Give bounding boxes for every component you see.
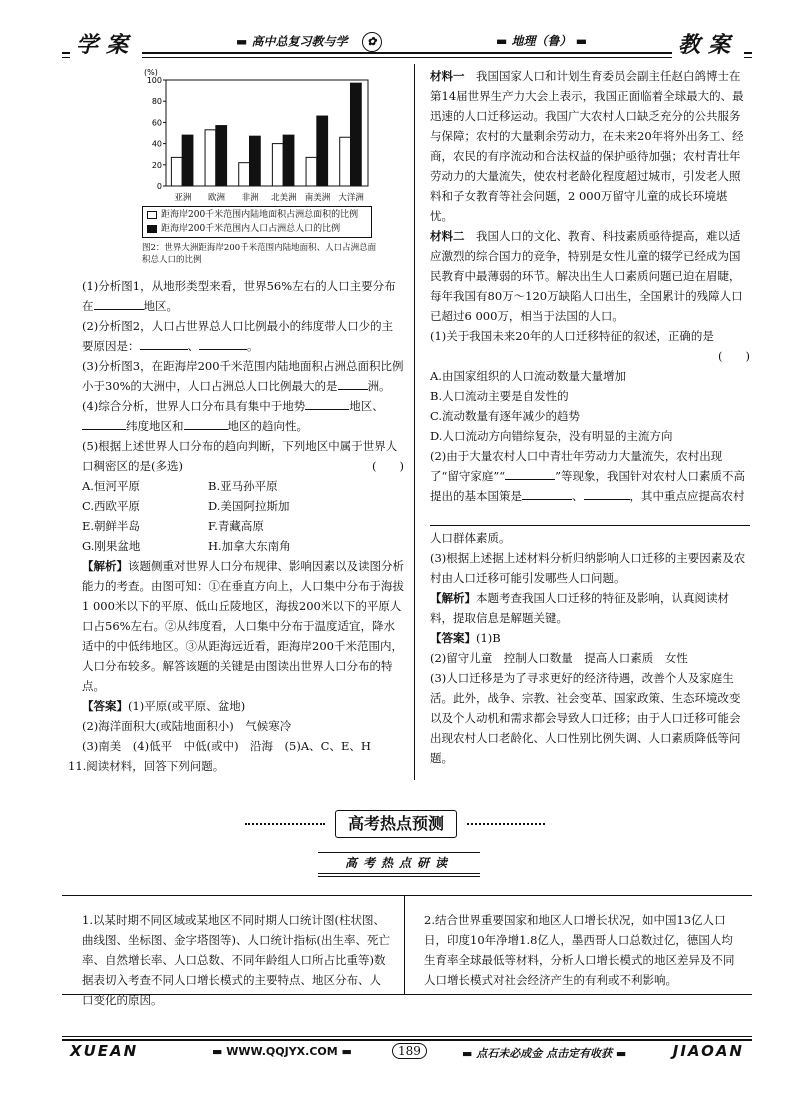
material-2-tag: 材料二 — [430, 229, 465, 243]
q4-text-d: 地区的趋向性。 — [227, 419, 308, 433]
r-answer-tag: 【答案】 — [430, 631, 476, 645]
hot-section-banner — [245, 810, 545, 838]
column-divider — [414, 64, 415, 780]
hot-section-title: 高考热点预测 — [335, 810, 457, 838]
answer-left-3: (3)南美 (4)低平 中低(或中) 沿海 (5)A、C、E、H — [82, 739, 371, 753]
bar-population-share — [317, 116, 328, 186]
q2-blank-2[interactable] — [199, 336, 247, 350]
question-3 — [82, 356, 404, 396]
q4-blank-1[interactable] — [305, 396, 349, 410]
bar-chart — [142, 66, 372, 206]
material-1-tag: 材料一 — [430, 69, 465, 83]
answer-left-2: (2)海洋面积大(或陆地面积小) 气候寒冷 — [82, 719, 292, 733]
figure-2 — [142, 66, 377, 266]
left-questions — [68, 276, 404, 776]
y-tick-label: 40 — [151, 139, 162, 149]
y-tick-label: 0 — [156, 182, 162, 191]
bar-population-share — [350, 83, 361, 186]
r-question-3: (3)根据上述据上述材料分析归纳影响人口迁移的主要因素及农村由人口迁移可能引发哪些人口问题。 — [430, 551, 746, 585]
footer-right-brand: JIAOAN — [672, 1042, 744, 1060]
option-f: F.青藏高原 — [208, 519, 264, 533]
header-left-title: 学案 — [70, 28, 142, 59]
analysis-tag: 【解析】 — [82, 559, 128, 573]
material-1 — [430, 66, 750, 226]
q4-text-a: (4)综合分析，世界人口分布具有集中于地势 — [82, 399, 306, 413]
question-4 — [82, 396, 404, 436]
r-q2-text-c: 、 — [572, 489, 584, 503]
question-11: 11.阅读材料，回答下列问题。 — [68, 759, 225, 773]
x-category-label: 北美洲 — [271, 193, 297, 203]
header-subject-text: 地理（鲁） — [511, 34, 572, 48]
q4-blank-2[interactable] — [82, 416, 126, 430]
q3-end: 洲。 — [367, 379, 391, 393]
q1-end: 地区。 — [143, 299, 178, 313]
material-2-text: 我国人口的文化、教育、科技素质亟待提高，难以适应激烈的综合国力的竞争，特别是女性儿童的辍学已经成为国民教育中最薄弱的环节。解决出生人口素质问题已迫在眉睫，每年我国有80万～120万缺陷人口出生，全国累计的残障人口已超过6 000万，相当于法国的人口。 — [430, 229, 743, 323]
r-answer-1: (1)B — [476, 631, 501, 645]
x-category-label: 大洋洲 — [338, 193, 364, 203]
hot-points-box — [62, 895, 752, 1007]
bar-land-share — [171, 157, 182, 186]
hot-item-1: 1.以某时期不同区域或某地区不同时期人口统计图(柱状图、曲线图、坐标图、金字塔图等)、人口统计指标(出生率、死亡率、自然增长率、人口总数、不同年龄组人口所占比重等)数据表切入考查不同人口增长模式的主要特点、地区分布、人口变化的原因。 — [82, 913, 390, 1007]
r-option-b: B.人口流动主要是自发性的 — [430, 389, 569, 403]
hot-subtitle-wrap — [318, 852, 480, 878]
answer-left-1 — [82, 696, 404, 716]
footer-slogan-text: 点石未必成金 点击定有收获 — [476, 1047, 613, 1060]
legend-item-population — [147, 222, 367, 236]
y-tick-label: 80 — [151, 97, 162, 107]
y-axis-unit: (%) — [144, 68, 158, 77]
y-tick-label: 100 — [146, 76, 162, 85]
bar-land-share — [239, 163, 250, 186]
hot-item-2: 2.结合世界重要国家和地区人口增长状况，如中国13亿人口日，印度10年净增1.8亿人，墨西哥人口总数过亿，德国人均生育率全球最低等材料，分析人口增长模式的地区差异及不同人口增长模式对社会经济产生的有利或不利影响。 — [424, 913, 735, 987]
r-question-2 — [430, 446, 750, 506]
r-analysis — [430, 588, 750, 628]
bar-land-share — [306, 157, 317, 186]
q5-answer-paren[interactable]: ( ) — [372, 459, 404, 473]
legend-label-land: 距海岸200千米范围内陆地面积占洲总面积的比例 — [161, 210, 359, 220]
page-footer — [62, 1036, 752, 1064]
r-answer-tag-line — [430, 628, 750, 648]
r-q2-text-a: (2)由于大量农村人口中青壮年劳动力大量流失，农村出现了“留守家庭”“ — [430, 449, 723, 483]
footer-slogan: ▬ 点石未必成金 点击定有收获 ▬ — [462, 1047, 627, 1060]
plot-frame — [166, 80, 368, 186]
footer-url-text: WWW.QQJYX.COM — [226, 1045, 338, 1058]
right-column — [430, 66, 750, 768]
page-number: 189 — [392, 1043, 427, 1059]
legend-swatch-black — [147, 225, 157, 233]
question-5 — [82, 436, 404, 476]
option-d: D.美国阿拉斯加 — [208, 499, 290, 513]
r-q2-text-b: ”等现象，我国针对农村人口素质不高提出的基本国策是 — [430, 469, 746, 503]
q3-blank[interactable] — [338, 376, 368, 390]
r-q1-paren-line — [430, 346, 750, 366]
material-2 — [430, 226, 750, 326]
r-option-a: A.由国家组织的人口流动数量大量增加 — [430, 369, 626, 383]
footer-left-brand: XUEAN — [70, 1042, 139, 1060]
bar-population-share — [216, 126, 227, 186]
r-q1-answer-paren[interactable]: ( ) — [718, 349, 750, 363]
q1-text: (1)分析图1，从地形类型来看，世界56%左右的人口主要分布在 — [82, 279, 396, 313]
x-category-label: 欧洲 — [207, 193, 226, 203]
r-answer-2: (2)留守儿童 控制人口数量 提高人口素质 女性 — [430, 651, 688, 665]
q2-text: (2)分析图2，人口占世界总人口比例最小的纬度带人口少的主要原因是： — [82, 319, 394, 353]
bar-population-share — [283, 135, 294, 186]
q4-text-c: 纬度地区和 — [126, 419, 184, 433]
q3-text: (3)分析图3，在距海岸200千米范围内陆地面积占洲总面积比例小于30%的大洲中，人口占洲总人口比例最大的是 — [82, 359, 404, 393]
option-c: C.西欧平原 — [82, 499, 141, 513]
legend-label-population: 距海岸200千米范围内人口占洲总人口的比例 — [161, 224, 341, 234]
header-rule — [62, 52, 752, 54]
r-option-c: C.流动数量有逐年减少的趋势 — [430, 409, 581, 423]
option-a: A.恒河平原 — [82, 479, 140, 493]
header-subject: ▬ 地理（鲁） ▬ — [492, 32, 591, 49]
q2-sep: 、 — [187, 339, 199, 353]
bar-land-share — [205, 130, 216, 186]
q5-text: (5)根据上述世界人口分布的趋向判断，下列地区中属于世界人口稠密区的是(多选) — [82, 439, 398, 473]
y-tick-label: 20 — [151, 160, 162, 170]
question-1 — [82, 276, 404, 316]
material-1-text: 我国国家人口和计划生育委员会副主任赵白鸽博士在第14届世界生产力大会上表示，我国正面临着全球最大的、最迅速的人口迁移运动。我国广大农村人口缺乏充分的公共服务与保障；农村的大量剩余劳动力，在未来20年将外出务工、经商，农民的有序流动和合法权益的保护亟待加强；农村青壮年劳动力的大量流失，使农村老龄化程度超过城市，引发老人照料和子女教育等社会问题，2 000万留守儿童的成长环境堪忧。 — [430, 69, 744, 223]
r-q2-answer-line[interactable] — [430, 506, 750, 526]
page-header — [62, 28, 752, 64]
r-q2-blank-1[interactable] — [505, 466, 555, 480]
figure-caption: 图2：世界大洲距海岸200千米范围内陆地面积、人口占洲总面积总人口的比例 — [142, 243, 377, 265]
header-series: ▬ 高中总复习教与学 ✿ — [232, 32, 396, 52]
analysis-left — [82, 556, 404, 696]
x-category-label: 非洲 — [241, 193, 259, 203]
r-q2-blank-2[interactable] — [522, 486, 572, 500]
footer-rule-thick — [62, 1039, 752, 1041]
option-b: B.亚马孙平原 — [208, 479, 278, 493]
left-column — [68, 66, 404, 776]
q1-blank[interactable] — [94, 296, 144, 310]
chart-legend — [142, 206, 372, 238]
y-tick-label: 60 — [151, 118, 162, 128]
q4-blank-3[interactable] — [184, 416, 228, 430]
header-right-title: 教案 — [672, 28, 744, 59]
analysis-text: 该题侧重对世界人口分布规律、影响因素以及读图分析能力的考查。由图可知：①在垂直方向上，人口集中分布于海拔1 000米以下的平原、低山丘陵地区，海拔200米以下的平原人口占56%左右。②从纬度看，人口集中分布于温度适宜，降水适中的中低纬地区。③从距海远近看，距海岸200千米范围内，人口分布较多。解答该题的关键是由图读出世界人口分布的特点。 — [82, 559, 404, 693]
r-q2-text-d: ，其中重点应提高农村 — [629, 489, 745, 503]
r-q2-tail: 人口群体素质。 — [430, 531, 511, 545]
option-g: G.刚果盆地 — [82, 539, 141, 553]
hot-subtitle-underline — [318, 876, 480, 877]
dots-left — [245, 823, 325, 825]
q5-options — [82, 476, 404, 556]
r-q2-blank-3[interactable] — [584, 486, 630, 500]
q2-blank-1[interactable] — [140, 336, 188, 350]
x-category-label: 南美洲 — [304, 193, 331, 203]
dots-right — [467, 823, 545, 825]
emblem-icon: ✿ — [362, 32, 382, 52]
legend-swatch-white — [147, 211, 157, 219]
bar-population-share — [182, 135, 193, 186]
header-series-text: 高中总复习教与学 — [251, 34, 348, 49]
footer-rule — [62, 1036, 752, 1037]
r-option-d: D.人口流动方向错综复杂，没有明显的主流方向 — [430, 429, 673, 443]
r-q1-text: (1)关于我国未来20年的人口迁移特征的叙述，正确的是 — [430, 329, 714, 343]
header-rule-thin — [62, 57, 752, 58]
bar-population-share — [249, 136, 260, 186]
legend-item-land — [147, 208, 367, 222]
r-analysis-text: 本题考查我国人口迁移的特征及影响，认真阅读材料，提取信息是解题关键。 — [430, 591, 729, 625]
bar-land-share — [272, 144, 283, 186]
footer-url: ▬ WWW.QQJYX.COM ▬ — [212, 1045, 352, 1058]
question-2 — [82, 316, 404, 356]
r-answer-3: (3)人口迁移是为了寻求更好的经济待遇，改善个人及家庭生活。此外，战争、宗教、社会变革、国家政策、生态环境改变以及个人动机和需求都会导致人口迁移；由于人口迁移可能会出现农村人口老龄化、人口性别比例失调、人口素质降低等问题。 — [430, 671, 741, 765]
box-divider — [404, 896, 405, 994]
answer-1: (1)平原(或平原、盆地) — [128, 699, 246, 713]
option-h: H.加拿大东南角 — [208, 539, 291, 553]
bar-land-share — [340, 137, 351, 186]
option-e: E.朝鲜半岛 — [82, 519, 141, 533]
r-question-1 — [430, 326, 750, 346]
hot-subtitle: 高考热点研读 — [318, 852, 480, 874]
answer-tag: 【答案】 — [82, 699, 128, 713]
x-category-label: 亚洲 — [174, 193, 192, 203]
q2-end: 。 — [247, 339, 259, 353]
q4-text-b: 地区、 — [349, 399, 384, 413]
r-analysis-tag: 【解析】 — [430, 591, 476, 605]
